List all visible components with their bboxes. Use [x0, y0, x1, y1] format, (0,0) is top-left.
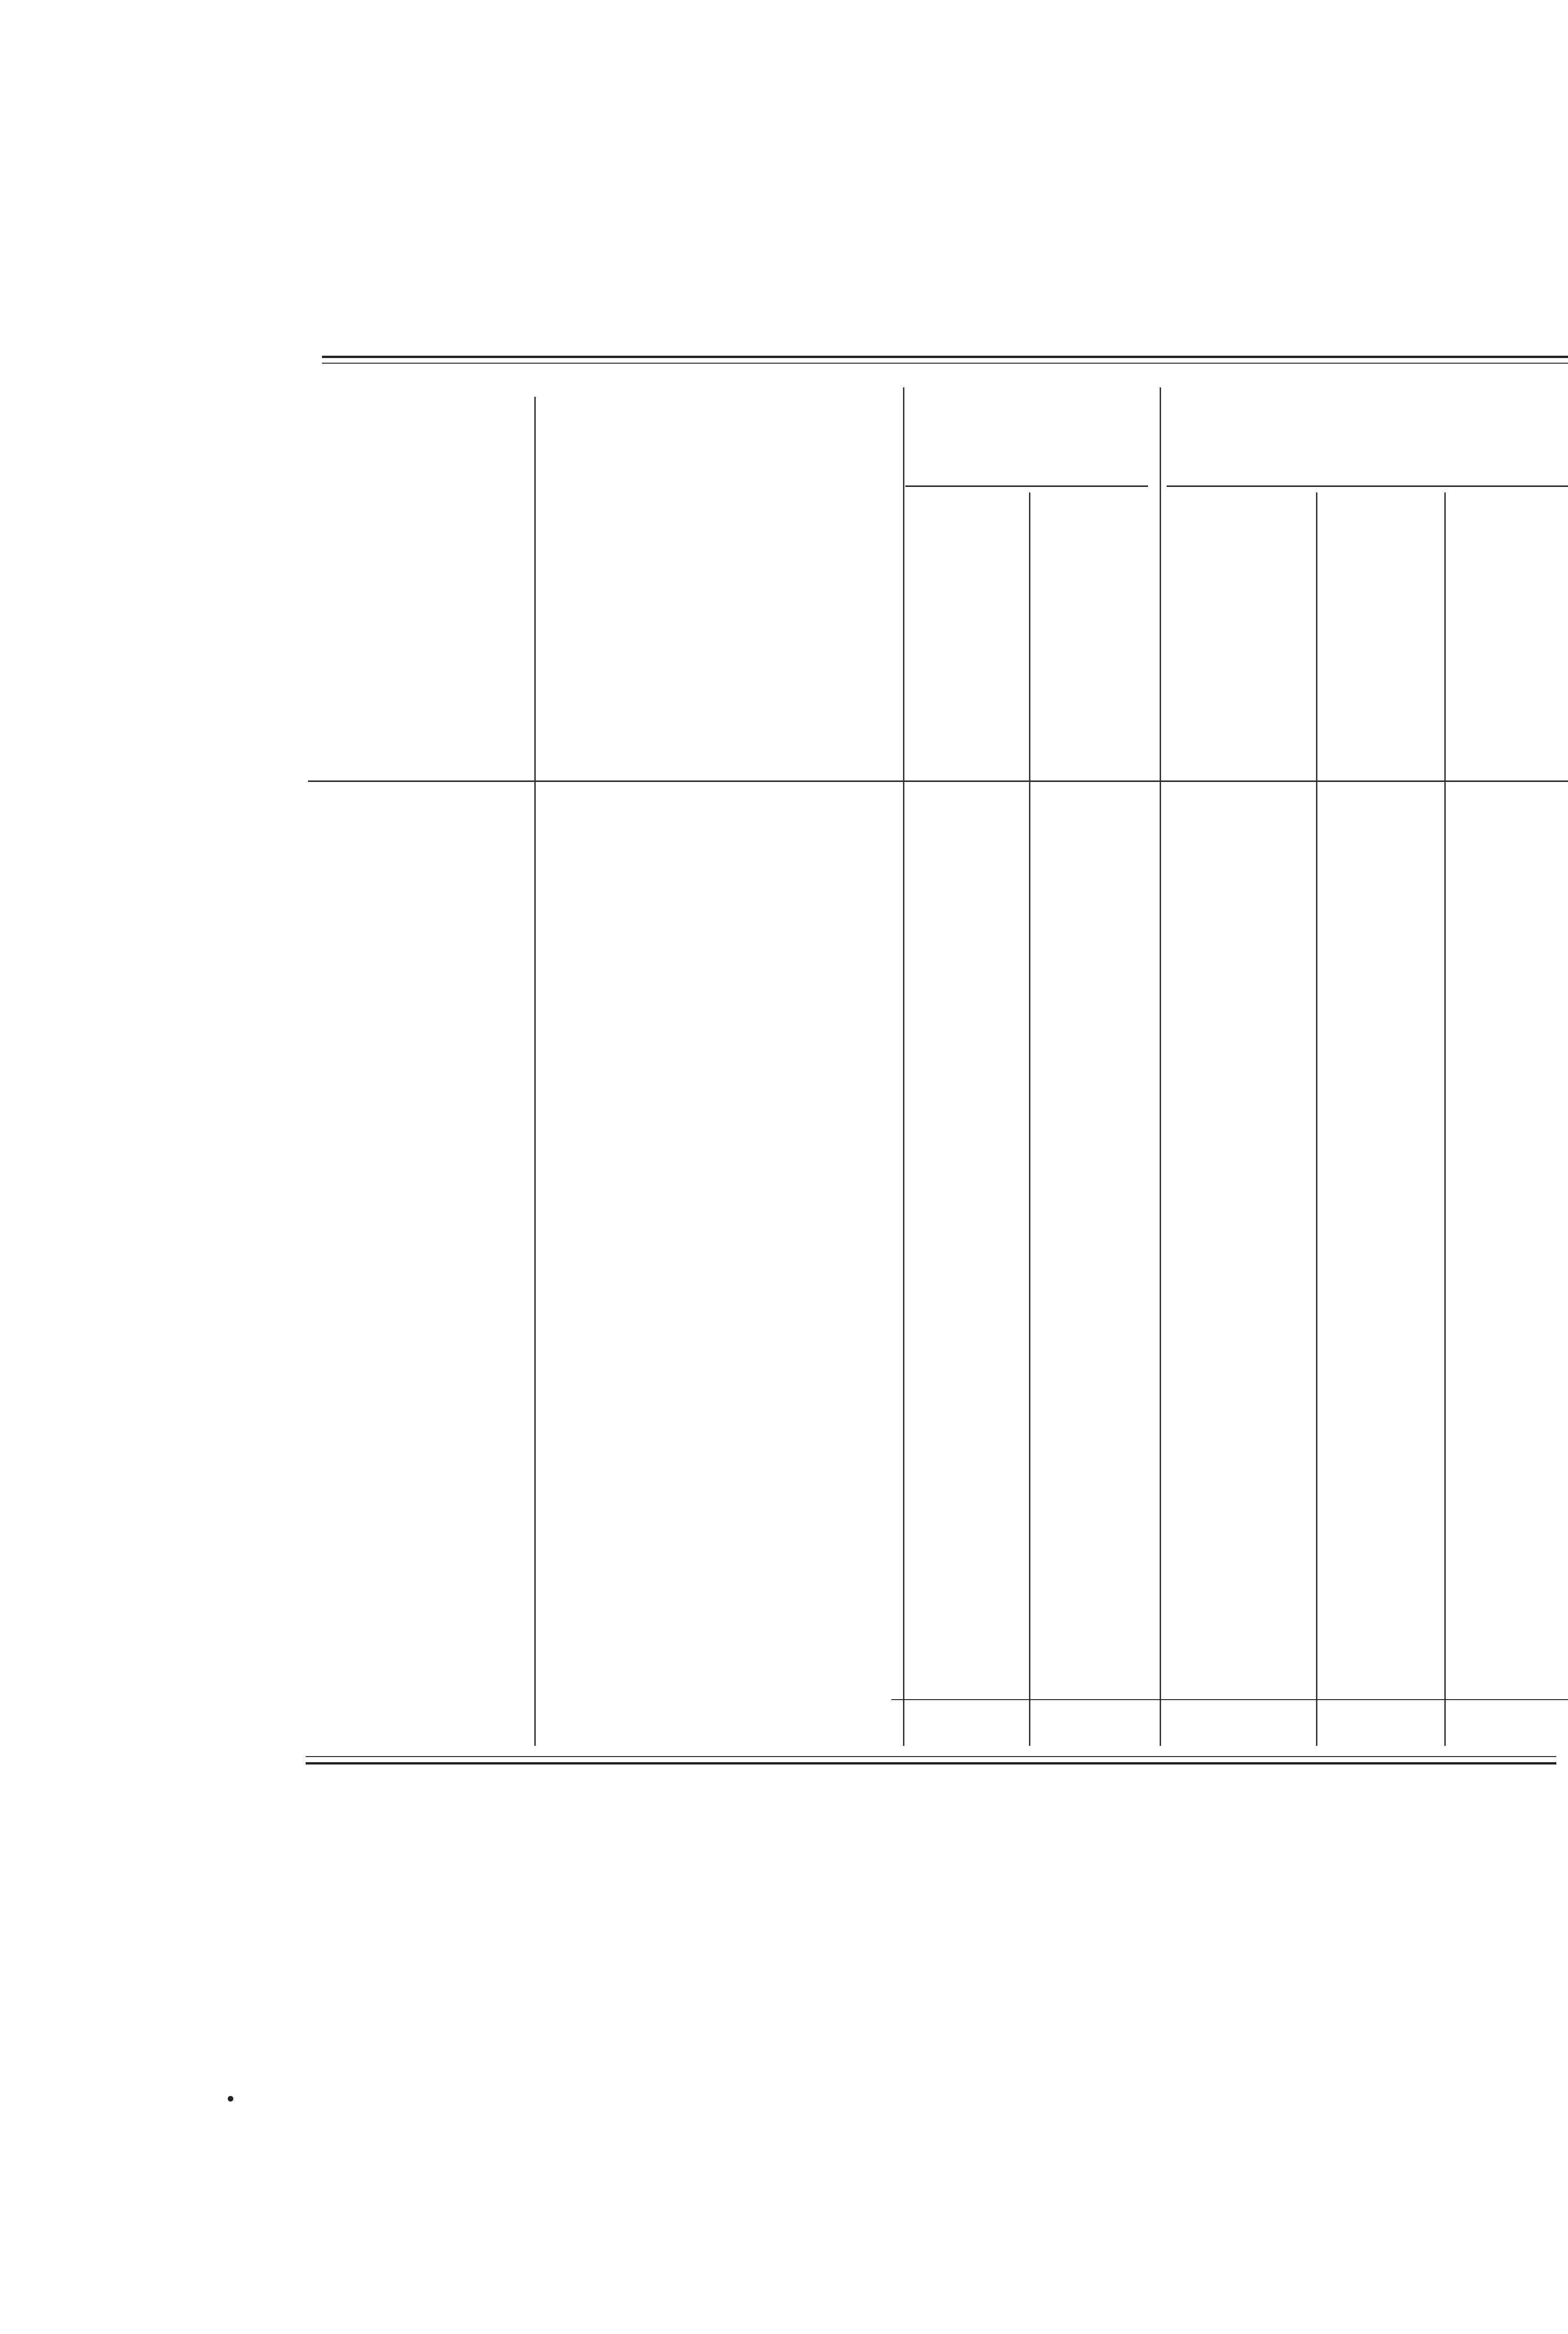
vrule-trans-storage [1444, 492, 1446, 1746]
vrule-location-company [534, 397, 536, 1746]
top-rule-thick [322, 356, 1568, 358]
total-top-rule [891, 1699, 1568, 1700]
vrule-power-trans [1316, 492, 1317, 1746]
header-bottom-rule [308, 780, 1568, 782]
undistributed-group-rule [905, 485, 1148, 487]
vrule-undist-power [1160, 387, 1161, 1746]
bottom-rule-thin [306, 1756, 1556, 1757]
vrule-maint-undist [1029, 492, 1030, 1746]
total-row [0, 1708, 1568, 1732]
bottom-rule-thick [306, 1762, 1556, 1765]
stray-mark [228, 2096, 233, 2102]
summary-group-rule [1167, 485, 1568, 487]
vrule-company-maint [903, 387, 904, 1746]
top-rule-thin [322, 363, 1568, 364]
